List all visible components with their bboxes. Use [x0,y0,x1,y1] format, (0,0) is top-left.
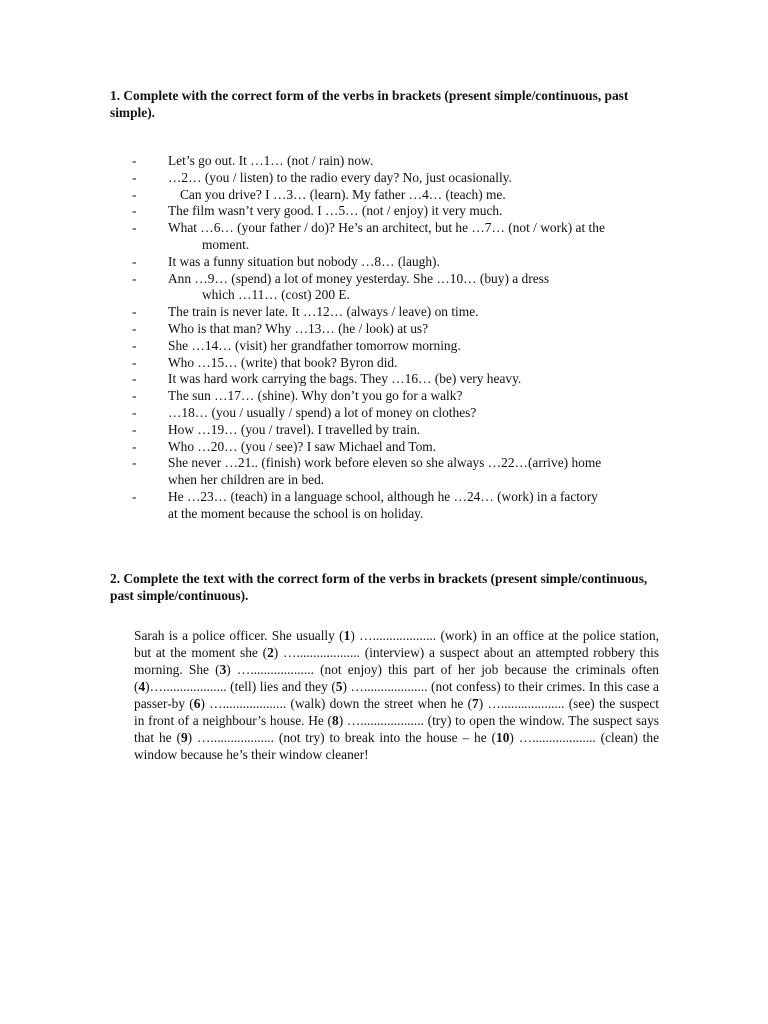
exercise-1-item [0,439,668,456]
exercise-1-item [0,338,668,355]
exercise-1-item-text: Can you drive? I …3… (learn). My father …4… (teach) me. [180,186,506,202]
exercise-1-item [0,203,668,220]
exercise-1-item-text: Let’s go out. It …1… (not / rain) now. [168,153,374,168]
exercise-1-item [0,455,668,489]
answer-gap[interactable]: …................... [346,713,424,728]
gap-number: 6 [193,696,201,711]
answer-gap[interactable]: …................... [236,662,314,677]
gap-number: 4 [138,679,146,694]
exercise-1-item [0,153,668,170]
bullet-dash: - [132,186,137,202]
exercise-1-list [0,153,768,523]
exercise-1-item [0,388,668,405]
exercise-1-item-continuation: which …11… (cost) 200 E. [202,287,350,303]
bullet-dash: - [132,371,137,387]
exercise-1-item-text: …18… (you / usually / spend) a lot of money on clothes? [168,404,477,420]
exercise-2-text-segment: Sarah is a police officer. She usually ( [134,628,344,643]
exercise-1-item [0,321,668,338]
exercise-1-item [0,405,668,422]
exercise-1-item [0,187,668,204]
answer-gap[interactable]: …................... [209,696,287,711]
gap-number-close: ) [478,696,488,711]
exercise-1-item-text: Who is that man? Why …13… (he / look) at us? [168,320,429,336]
exercise-2-text-segment: (not enjoy) this part of her job because the criminals often ( [134,662,660,694]
answer-gap[interactable]: …................... [487,696,565,711]
answer-gap[interactable]: …................... [149,679,227,694]
gap-number: 1 [343,628,351,643]
exercise-1-item-continuation: at the moment because the school is on holiday. [168,505,424,521]
exercise-2-text-segment: (tell) lies and they ( [226,679,336,694]
exercise-1-item [0,220,668,254]
bullet-dash: - [132,203,137,219]
exercise-1-title: 1. Complete with the correct form of the verbs in brackets (present simple/continuous, past simple). [110,88,629,120]
bullet-dash: - [132,354,137,370]
gap-number-close: ) [509,730,519,745]
gap-number: 5 [335,679,343,694]
exercise-1-item-text: It was a funny situation but nobody …8… (laugh). [168,253,440,269]
exercise-1-item-text: What …6… (your father / do)? He’s an architect, but he …7… (not / work) at the [168,220,605,236]
gap-number-close: ) [273,645,283,660]
exercise-2-text-segment: (interview) a suspect about an attempted robbery this morning. She ( [134,645,660,677]
bullet-dash: - [132,488,137,504]
exercise-1-item [0,355,668,372]
answer-gap[interactable]: …................... [359,628,437,643]
gap-number-close: ) [200,696,210,711]
bullet-dash: - [132,455,137,471]
gap-number: 8 [332,713,339,728]
bullet-dash: - [132,253,137,269]
bullet-dash: - [132,304,137,320]
exercise-2-text-segment: (not confess) to their crimes. In this case a passer-by ( [134,679,659,711]
exercise-1-item-continuation: when her children are in bed. [168,472,325,488]
bullet-dash: - [132,220,137,236]
gap-number-close: ) [342,679,351,694]
exercise-1-item-text: The film wasn’t very good. I …5… (not / enjoy) it very much. [168,203,503,219]
exercise-1-item-text: He …23… (teach) in a language school, although he …24… (work) in a factory [168,488,598,504]
exercise-2-text-segment: (clean) the window because he’s their window cleaner! [134,730,660,762]
gap-number: 7 [472,696,479,711]
gap-number-close: ) [338,713,347,728]
exercise-1-item [0,254,668,271]
bullet-dash: - [132,169,137,185]
exercise-1-item-text: Who …20… (you / see)? I saw Michael and Tom. [168,438,437,454]
gap-number-close: ) [350,628,360,643]
exercise-1-item [0,304,668,321]
gap-number: 2 [267,645,274,660]
exercise-1-item-continuation: moment. [202,236,250,252]
exercise-2-text-segment: (see) the suspect in front of a neighbour’s house. He ( [134,696,659,728]
bullet-dash: - [132,270,137,286]
exercise-1-item [0,371,668,388]
exercise-1-item-text: The train is never late. It …12… (always / leave) on time. [168,304,479,320]
exercise-1-item-text: The sun …17… (shine). Why don’t you go for a walk? [168,388,463,404]
bullet-dash: - [132,388,137,404]
bullet-dash: - [132,153,137,168]
gap-number-close: ) [145,679,150,694]
exercise-1-item-text: How …19… (you / travel). I travelled by train. [168,421,421,437]
exercise-1-item-text: Ann …9… (spend) a lot of money yesterday. She …10… (buy) a dress [168,270,550,286]
exercise-1-item [0,489,668,523]
gap-number-close: ) [187,730,197,745]
answer-gap[interactable]: …................... [196,730,274,745]
exercise-2-title: 2. Complete the text with the correct form of the verbs in brackets (present simple/continuous, past simple/continuous). [110,571,648,603]
answer-gap[interactable]: …................... [518,730,596,745]
bullet-dash: - [132,421,137,437]
gap-number: 9 [180,730,188,745]
exercise-1-item [0,422,668,439]
exercise-1-item [0,170,668,187]
exercise-2-text [134,627,659,763]
exercise-1-item-text: She …14… (visit) her grandfather tomorrow morning. [168,337,461,353]
exercise-2-text-segment: (not try) to break into the house – he ( [273,730,497,745]
exercise-1-item-text: Who …15… (write) that book? Byron did. [168,354,398,370]
exercise-2-text-segment: (walk) down the street when he ( [286,696,473,711]
exercise-1-item-text: She never …21.. (finish) work before eleven so she always …22…(arrive) home [168,455,602,471]
gap-number: 10 [496,730,510,745]
gap-number: 3 [219,662,227,677]
answer-gap[interactable]: …................... [350,679,428,694]
exercise-2-text-segment: (work) in an office at the police station, but at the moment she ( [134,628,659,660]
bullet-dash: - [132,438,137,454]
exercise-1-item-text: …2… (you / listen) to the radio every day? No, just ocasionally. [168,169,512,185]
bullet-dash: - [132,404,137,420]
exercise-1-item [0,271,668,305]
bullet-dash: - [132,337,137,353]
bullet-dash: - [132,320,137,336]
gap-number-close: ) [226,662,237,677]
exercise-1-item-text: It was hard work carrying the bags. They …16… (be) very heavy. [168,371,522,387]
answer-gap[interactable]: …................... [283,645,360,660]
exercise-2-text-segment: (try) to open the window. The suspect says that he ( [134,713,659,745]
